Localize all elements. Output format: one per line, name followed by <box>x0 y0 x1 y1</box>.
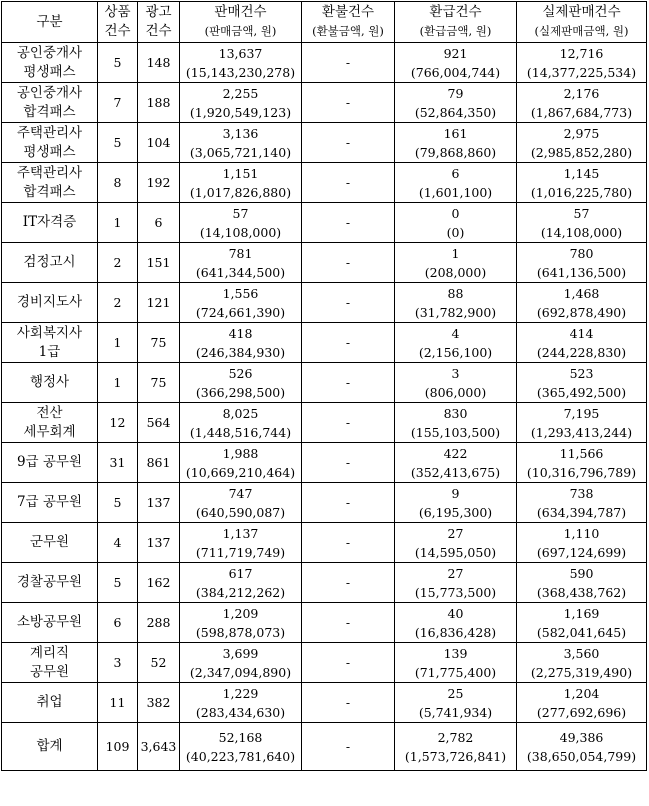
category-cell: 사회복지사 1급 <box>2 323 98 363</box>
products-cell: 31 <box>98 443 138 483</box>
category-cell: 7급 공무원 <box>2 483 98 523</box>
table-row <box>2 203 647 243</box>
sales-cell: 2,255 (1,920,549,123) <box>180 83 302 123</box>
ads-cell: 288 <box>138 603 180 643</box>
ads-cell: 192 <box>138 163 180 203</box>
table-row <box>2 403 647 443</box>
table-row <box>2 443 647 483</box>
sales-cell: 418 (246,384,930) <box>180 323 302 363</box>
refund-cell: - <box>302 123 395 163</box>
sales-cell: 1,209 (598,878,073) <box>180 603 302 643</box>
return-cell: 88 (31,782,900) <box>395 283 517 323</box>
category-cell: 합계 <box>2 723 98 771</box>
table-row <box>2 643 647 683</box>
ads-cell: 564 <box>138 403 180 443</box>
category-cell: 경비지도사 <box>2 283 98 323</box>
products-cell: 4 <box>98 523 138 563</box>
actual-cell: 11,566 (10,316,796,789) <box>517 443 647 483</box>
sales-cell: 526 (366,298,500) <box>180 363 302 403</box>
table-row <box>2 283 647 323</box>
header-return: 환급건수 (환급금액, 원) <box>395 2 517 43</box>
sales-cell: 57 (14,108,000) <box>180 203 302 243</box>
actual-cell: 590 (368,438,762) <box>517 563 647 603</box>
table-row <box>2 123 647 163</box>
refund-cell: - <box>302 603 395 643</box>
refund-cell: - <box>302 363 395 403</box>
return-cell: 921 (766,004,744) <box>395 43 517 83</box>
refund-cell: - <box>302 643 395 683</box>
return-cell: 4 (2,156,100) <box>395 323 517 363</box>
sales-cell: 8,025 (1,448,516,744) <box>180 403 302 443</box>
products-cell: 11 <box>98 683 138 723</box>
products-cell: 5 <box>98 483 138 523</box>
return-cell: 2,782 (1,573,726,841) <box>395 723 517 771</box>
table-row <box>2 363 647 403</box>
refund-cell: - <box>302 203 395 243</box>
refund-cell: - <box>302 563 395 603</box>
refund-cell: - <box>302 403 395 443</box>
table-row <box>2 43 647 83</box>
ads-cell: 75 <box>138 323 180 363</box>
table-row <box>2 683 647 723</box>
products-cell: 2 <box>98 243 138 283</box>
table-row <box>2 83 647 123</box>
ads-cell: 137 <box>138 523 180 563</box>
return-cell: 79 (52,864,350) <box>395 83 517 123</box>
sales-cell: 3,136 (3,065,721,140) <box>180 123 302 163</box>
sales-cell: 1,151 (1,017,826,880) <box>180 163 302 203</box>
actual-cell: 1,204 (277,692,696) <box>517 683 647 723</box>
products-cell: 5 <box>98 563 138 603</box>
return-cell: 9 (6,195,300) <box>395 483 517 523</box>
category-cell: 경찰공무원 <box>2 563 98 603</box>
actual-cell: 12,716 (14,377,225,534) <box>517 43 647 83</box>
table-row <box>2 323 647 363</box>
products-cell: 109 <box>98 723 138 771</box>
table-row <box>2 563 647 603</box>
actual-cell: 738 (634,394,787) <box>517 483 647 523</box>
ads-cell: 104 <box>138 123 180 163</box>
ads-cell: 382 <box>138 683 180 723</box>
return-cell: 0 (0) <box>395 203 517 243</box>
actual-cell: 780 (641,136,500) <box>517 243 647 283</box>
return-cell: 161 (79,868,860) <box>395 123 517 163</box>
ads-cell: 121 <box>138 283 180 323</box>
products-cell: 2 <box>98 283 138 323</box>
refund-cell: - <box>302 43 395 83</box>
category-cell: 전산 세무회계 <box>2 403 98 443</box>
refund-cell: - <box>302 243 395 283</box>
actual-cell: 7,195 (1,293,413,244) <box>517 403 647 443</box>
sales-cell: 1,556 (724,661,390) <box>180 283 302 323</box>
ads-cell: 75 <box>138 363 180 403</box>
category-cell: 군무원 <box>2 523 98 563</box>
return-cell: 25 (5,741,934) <box>395 683 517 723</box>
products-cell: 3 <box>98 643 138 683</box>
actual-cell: 1,468 (692,878,490) <box>517 283 647 323</box>
ads-cell: 137 <box>138 483 180 523</box>
sales-cell: 3,699 (2,347,094,890) <box>180 643 302 683</box>
ads-cell: 861 <box>138 443 180 483</box>
category-cell: 취업 <box>2 683 98 723</box>
ads-cell: 151 <box>138 243 180 283</box>
return-cell: 139 (71,775,400) <box>395 643 517 683</box>
sales-cell: 781 (641,344,500) <box>180 243 302 283</box>
return-cell: 830 (155,103,500) <box>395 403 517 443</box>
header-sales: 판매건수 (판매금액, 원) <box>180 2 302 43</box>
products-cell: 6 <box>98 603 138 643</box>
refund-cell: - <box>302 723 395 771</box>
return-cell: 40 (16,836,428) <box>395 603 517 643</box>
refund-cell: - <box>302 483 395 523</box>
return-cell: 3 (806,000) <box>395 363 517 403</box>
category-cell: 주택관리사 평생패스 <box>2 123 98 163</box>
category-cell: 공인중개사 평생패스 <box>2 43 98 83</box>
header-products: 상품 건수 <box>98 2 138 43</box>
header-category: 구분 <box>2 2 98 43</box>
sales-cell: 1,229 (283,434,630) <box>180 683 302 723</box>
products-cell: 12 <box>98 403 138 443</box>
table-row <box>2 243 647 283</box>
refund-cell: - <box>302 163 395 203</box>
actual-cell: 1,169 (582,041,645) <box>517 603 647 643</box>
actual-cell: 3,560 (2,275,319,490) <box>517 643 647 683</box>
return-cell: 422 (352,413,675) <box>395 443 517 483</box>
ads-cell: 188 <box>138 83 180 123</box>
return-cell: 6 (1,601,100) <box>395 163 517 203</box>
ads-cell: 6 <box>138 203 180 243</box>
refund-cell: - <box>302 323 395 363</box>
sales-cell: 1,988 (10,669,210,464) <box>180 443 302 483</box>
products-cell: 1 <box>98 323 138 363</box>
table-row <box>2 523 647 563</box>
products-cell: 8 <box>98 163 138 203</box>
table-row <box>2 483 647 523</box>
category-cell: 주택관리사 합격패스 <box>2 163 98 203</box>
total-row <box>2 723 647 771</box>
category-cell: 공인중개사 합격패스 <box>2 83 98 123</box>
actual-cell: 2,975 (2,985,852,280) <box>517 123 647 163</box>
products-cell: 1 <box>98 203 138 243</box>
header-actual: 실제판매건수 (실제판매금액, 원) <box>517 2 647 43</box>
sales-cell: 1,137 (711,719,749) <box>180 523 302 563</box>
category-cell: 9급 공무원 <box>2 443 98 483</box>
actual-cell: 523 (365,492,500) <box>517 363 647 403</box>
sales-cell: 617 (384,212,262) <box>180 563 302 603</box>
products-cell: 5 <box>98 123 138 163</box>
refund-cell: - <box>302 683 395 723</box>
refund-cell: - <box>302 443 395 483</box>
sales-table <box>1 1 647 771</box>
table-row <box>2 163 647 203</box>
refund-cell: - <box>302 523 395 563</box>
actual-cell: 1,145 (1,016,225,780) <box>517 163 647 203</box>
return-cell: 1 (208,000) <box>395 243 517 283</box>
sales-cell: 52,168 (40,223,781,640) <box>180 723 302 771</box>
header-ads: 광고 건수 <box>138 2 180 43</box>
products-cell: 1 <box>98 363 138 403</box>
category-cell: IT자격증 <box>2 203 98 243</box>
refund-cell: - <box>302 283 395 323</box>
products-cell: 5 <box>98 43 138 83</box>
products-cell: 7 <box>98 83 138 123</box>
table-row <box>2 603 647 643</box>
sales-cell: 747 (640,590,087) <box>180 483 302 523</box>
category-cell: 행정사 <box>2 363 98 403</box>
ads-cell: 3,643 <box>138 723 180 771</box>
ads-cell: 52 <box>138 643 180 683</box>
refund-cell: - <box>302 83 395 123</box>
header-row <box>2 2 647 43</box>
actual-cell: 2,176 (1,867,684,773) <box>517 83 647 123</box>
actual-cell: 57 (14,108,000) <box>517 203 647 243</box>
return-cell: 27 (15,773,500) <box>395 563 517 603</box>
actual-cell: 49,386 (38,650,054,799) <box>517 723 647 771</box>
ads-cell: 148 <box>138 43 180 83</box>
category-cell: 계리직 공무원 <box>2 643 98 683</box>
actual-cell: 1,110 (697,124,699) <box>517 523 647 563</box>
ads-cell: 162 <box>138 563 180 603</box>
sales-cell: 13,637 (15,143,230,278) <box>180 43 302 83</box>
return-cell: 27 (14,595,050) <box>395 523 517 563</box>
header-refund: 환불건수 (환불금액, 원) <box>302 2 395 43</box>
actual-cell: 414 (244,228,830) <box>517 323 647 363</box>
category-cell: 검정고시 <box>2 243 98 283</box>
category-cell: 소방공무원 <box>2 603 98 643</box>
